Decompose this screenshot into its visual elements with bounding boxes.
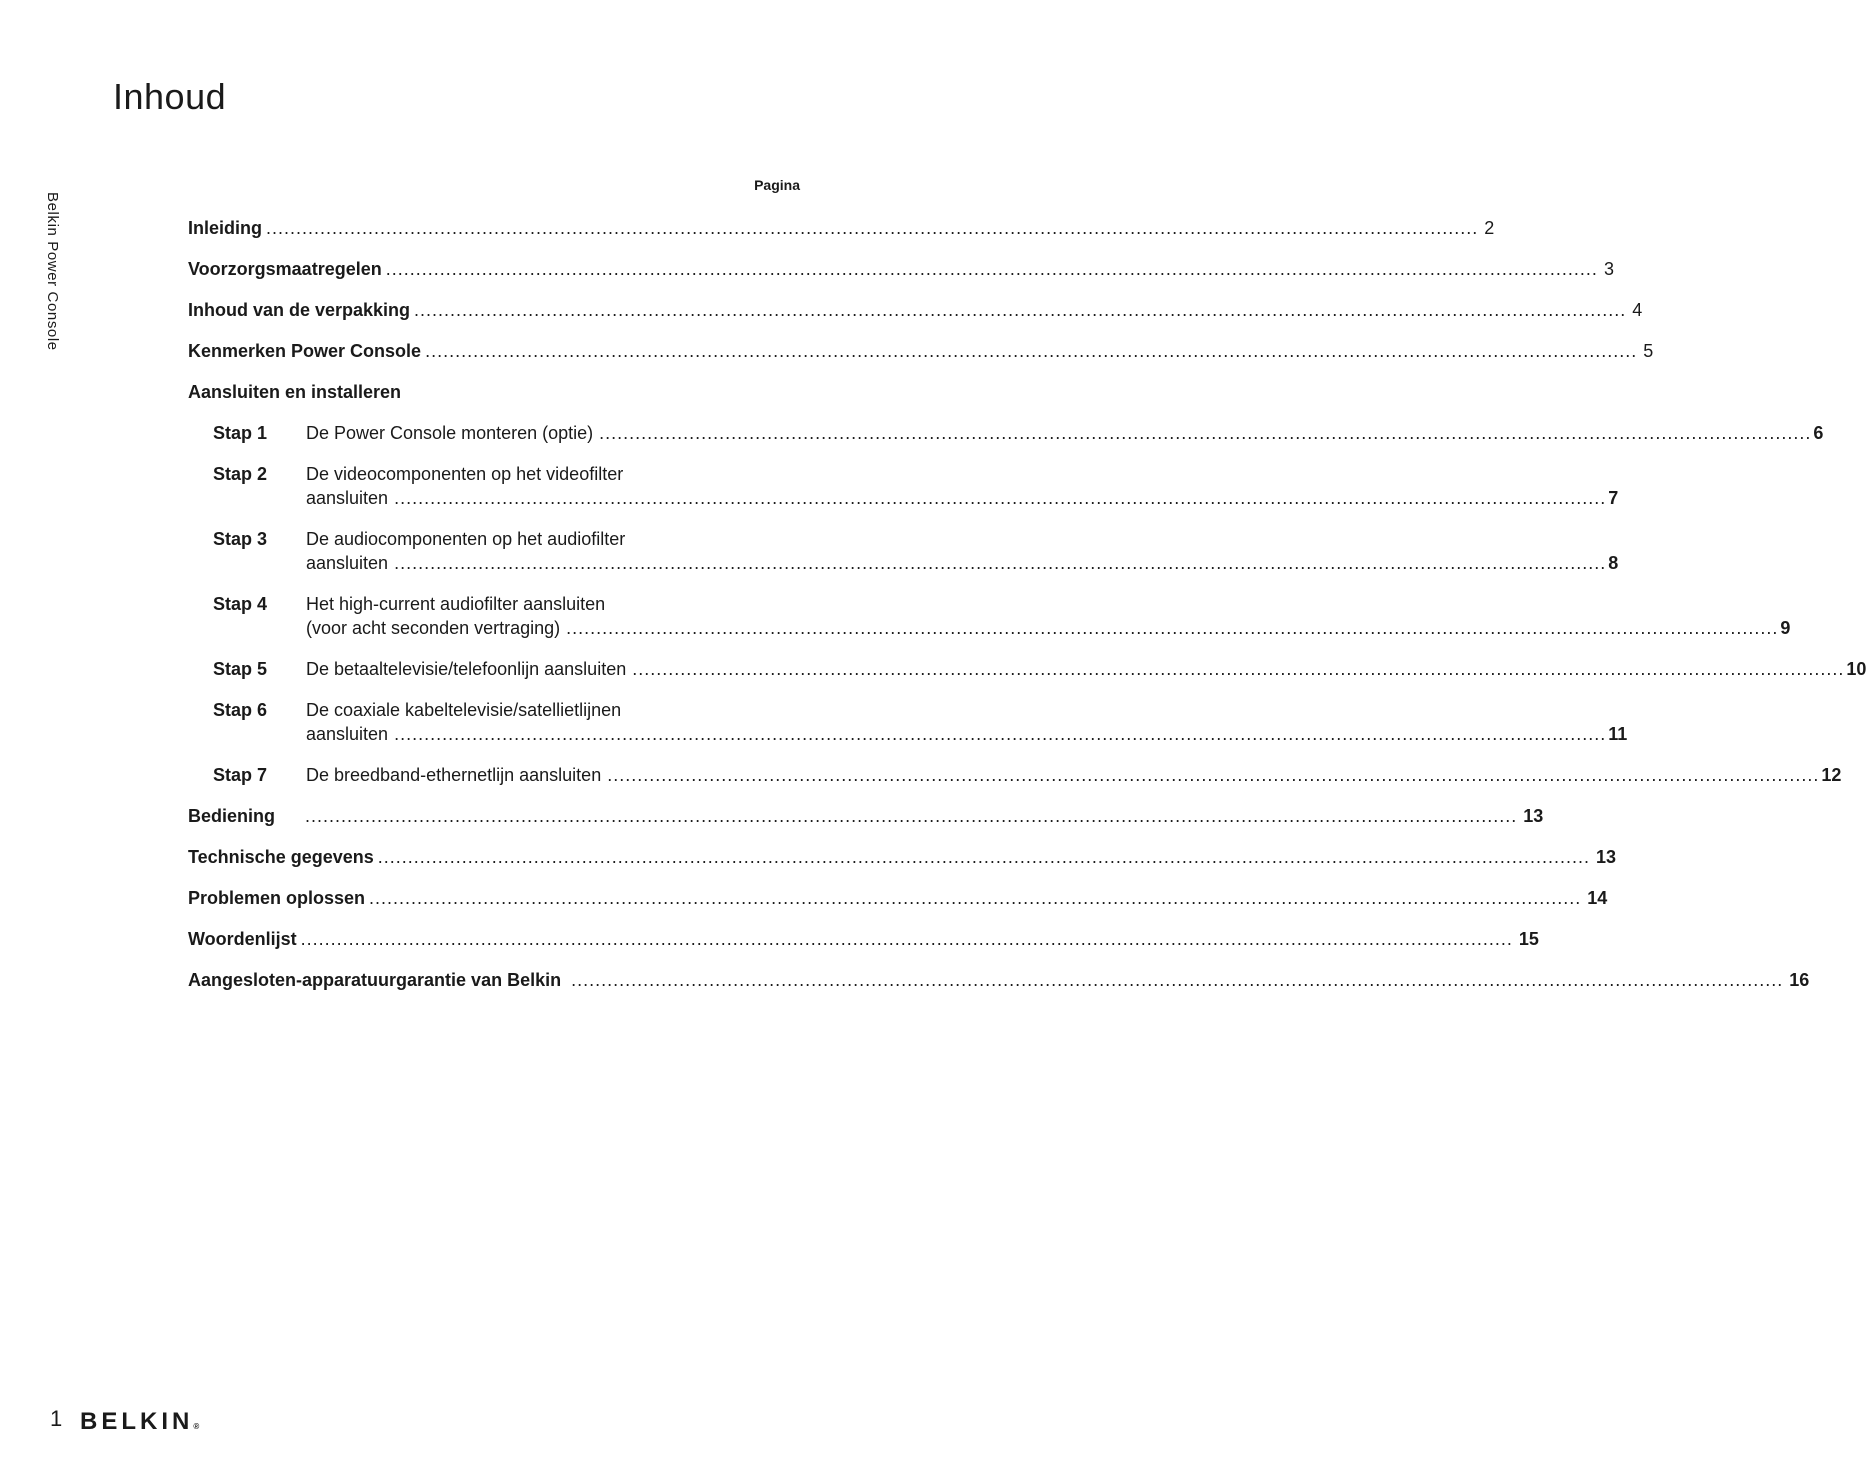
leader-dots [394,551,1606,575]
toc-entry-inhoud-verpakking[interactable] [188,298,1643,322]
page-title: Inhoud [113,76,227,117]
step-label: Stap 6 [213,700,268,720]
step-body [306,421,1823,445]
toc-entry-label: Problemen oplossen [188,888,366,908]
leader-dots [394,486,1606,510]
step-page: 8 [1608,553,1619,573]
toc-step-4[interactable] [188,592,1791,640]
step-title-cont: (voor acht seconden vertraging) [306,618,561,638]
step-title: De coaxiale kabeltelevisie/satellietlijnen [306,700,622,720]
step-page: 12 [1821,765,1842,785]
page-number: 1 [50,1406,63,1431]
step-body [306,592,1790,640]
toc-entry-label: Technische gegevens [188,847,374,867]
step-label: Stap 2 [213,464,268,484]
toc-entry-page: 16 [1789,970,1810,990]
leader-dots [599,421,1811,445]
step-title: De breedband-ethernetlijn aansluiten [306,765,602,785]
leader-dots [301,927,1513,951]
toc-entry-label: Inleiding [188,218,262,238]
toc-entry-woordenlijst[interactable] [188,927,1539,951]
step-title-cont: aansluiten [306,724,389,744]
toc-entry-page: 2 [1484,218,1495,238]
toc-entry-label: Aangesloten-apparatuurgarantie van Belkin [188,970,562,990]
step-title-cont: aansluiten [306,488,389,508]
toc-step-3[interactable] [188,527,1619,575]
step-body [306,527,1618,575]
registered-mark: ® [193,1422,200,1431]
side-label: Belkin Power Console [44,192,61,351]
leader-dots [386,257,1598,281]
toc-entry-page: 13 [1523,806,1544,826]
step-label: Stap 4 [213,594,268,614]
leader-dots [632,657,1844,681]
leader-dots [266,216,1478,240]
toc-entry-bediening[interactable] [188,804,1544,828]
step-label: Stap 7 [213,765,268,785]
toc-section-heading[interactable]: Aansluiten en installeren [188,382,402,402]
step-title: De betaaltelevisie/telefoonlijn aansluiten [306,659,627,679]
toc-entry-page: 13 [1595,847,1616,867]
toc-entry-label: Bediening [188,806,276,826]
step-page: 7 [1608,488,1619,508]
step-page: 10 [1846,659,1866,679]
toc-step-6[interactable] [188,698,1628,746]
leader-dots [305,804,1517,828]
toc-entry-kenmerken[interactable] [188,339,1654,363]
toc-entry-page: 3 [1603,259,1614,279]
step-label: Stap 1 [213,423,268,443]
leader-dots [378,845,1590,869]
leader-dots [566,616,1778,640]
toc-entry-label: Woordenlijst [188,929,297,949]
leader-dots [571,968,1783,992]
step-label: Stap 3 [213,529,268,549]
toc-step-5[interactable] [188,657,1866,681]
leader-dots [607,763,1819,787]
toc-entry-technische-gegevens[interactable] [188,845,1616,869]
step-body [306,698,1627,746]
step-title-cont: aansluiten [306,553,389,573]
step-page: 9 [1780,618,1791,638]
leader-dots [425,339,1637,363]
table-of-contents [188,176,1866,992]
toc-entry-garantie[interactable] [188,968,1810,992]
toc-entry-label: Inhoud van de verpakking [188,300,411,320]
step-page: 6 [1813,423,1824,443]
leader-dots [394,722,1606,746]
step-body [306,462,1618,510]
leader-dots [369,886,1581,910]
toc-step-7[interactable] [188,763,1842,787]
toc-step-1[interactable] [188,421,1824,445]
step-page: 11 [1608,724,1628,744]
step-title: De videocomponenten op het videofilter [306,464,624,484]
step-title: Het high-current audiofilter aansluiten [306,594,606,614]
toc-entry-page: 15 [1518,929,1539,949]
toc-entry-problemen-oplossen[interactable] [188,886,1608,910]
toc-entry-inleiding[interactable] [188,216,1495,240]
column-header: Pagina [754,177,800,193]
step-body [306,763,1841,787]
belkin-logo [80,1408,199,1436]
step-label: Stap 5 [213,659,268,679]
toc-entry-label: Voorzorgsmaatregelen [188,259,382,279]
toc-entry-page: 14 [1587,888,1608,908]
toc-entry-page: 4 [1632,300,1643,320]
step-title: De audiocomponenten op het audiofilter [306,529,626,549]
toc-entry-label: Kenmerken Power Console [188,341,422,361]
toc-step-2[interactable] [188,462,1619,510]
toc-entry-voorzorgsmaatregelen[interactable] [188,257,1614,281]
step-title: De Power Console monteren (optie) [306,423,594,443]
step-body [306,657,1866,681]
leader-dots [414,298,1626,322]
logo-text: BELKIN [80,1408,194,1435]
toc-entry-page: 5 [1643,341,1654,361]
